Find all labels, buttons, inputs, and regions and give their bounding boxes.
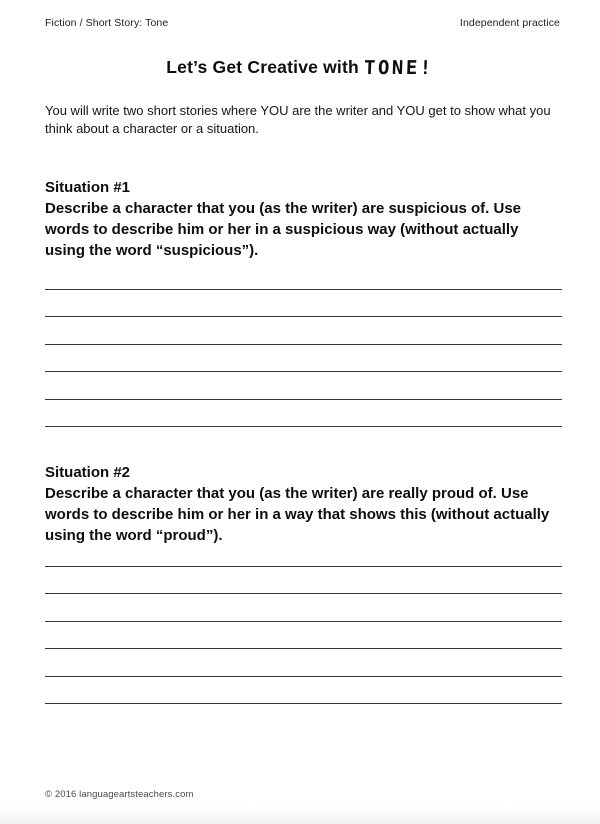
copyright-footer: © 2016 languageartsteachers.com	[45, 789, 194, 800]
page-title	[0, 57, 600, 79]
writing-line	[45, 372, 562, 400]
page-title-accent: TONE!	[363, 57, 435, 79]
situation-2-heading: Situation #2	[45, 464, 131, 481]
writing-line	[45, 317, 562, 345]
situation-1-section	[45, 177, 562, 261]
header-course-label: Fiction / Short Story: Tone	[45, 17, 169, 29]
header-practice-label: Independent practice	[459, 17, 560, 29]
page-header	[0, 0, 600, 29]
writing-line	[45, 567, 562, 595]
writing-line	[45, 262, 562, 290]
writing-line	[45, 345, 562, 373]
situation-2-section	[45, 462, 562, 546]
situation-2-prompt: Describe a character that you (as the writer) are really proud of. Use words to describe him or her in a way that shows this (without actually using the word “proud”).	[45, 485, 550, 544]
situation-2-writing-lines	[45, 539, 562, 704]
situation-1-prompt: Describe a character that you (as the writer) are suspicious of. Use words to describe him or her in a suspicious way (without actually using the word “suspicious”).	[45, 200, 522, 259]
writing-line	[45, 649, 562, 677]
intro-paragraph: You will write two short stories where YOU are the writer and YOU get to show what you think about a character or a situation.	[45, 103, 551, 136]
writing-line	[45, 400, 562, 428]
writing-line	[45, 677, 562, 705]
writing-line	[45, 290, 562, 318]
situation-1-writing-lines	[45, 262, 562, 427]
situation-1-heading: Situation #1	[45, 179, 131, 196]
writing-line	[45, 594, 562, 622]
writing-line	[45, 622, 562, 650]
page-title-text: Let’s Get Creative with	[166, 57, 364, 77]
page-bottom-edge-shading	[0, 806, 600, 824]
